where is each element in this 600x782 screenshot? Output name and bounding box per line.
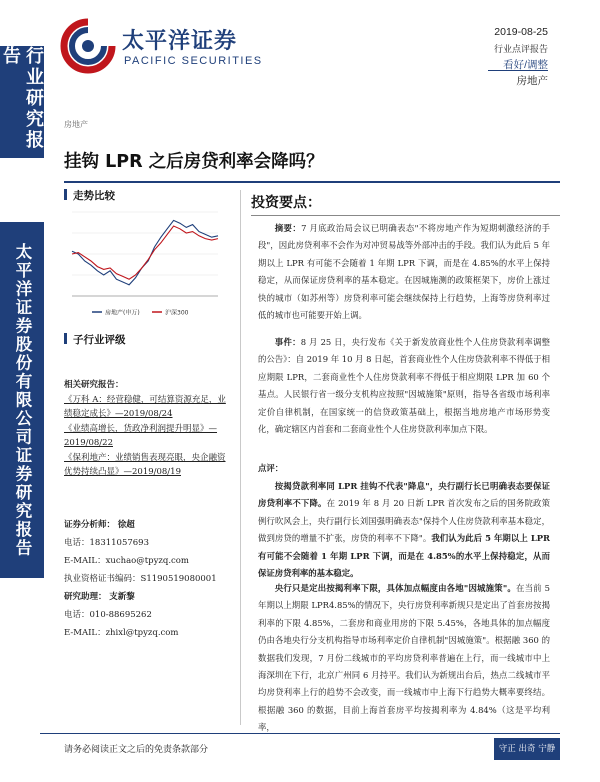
analyst-license: 执业资格证书编码：S1190519080001 (64, 574, 217, 584)
breadcrumb: 房地产 (64, 120, 88, 129)
event-paragraph (258, 334, 550, 438)
comment-label: 点评： (258, 463, 284, 473)
series-line-2 (72, 226, 218, 279)
assistant-email[interactable]: E-MAIL：zhixl@tpyzq.com (64, 628, 179, 638)
column-divider (240, 190, 241, 725)
analyst-name: 徐超 (117, 520, 135, 530)
report-type: 行业点评报告 (493, 44, 548, 54)
key-points-rule (251, 215, 560, 216)
assistant-line (64, 588, 232, 606)
assistant-phone: 电话：010-88695262 (64, 610, 152, 620)
legend-label-2: 沪深300 (165, 309, 189, 317)
sub-rating-heading-label: 子行业评级 (73, 334, 126, 346)
company-logo (58, 16, 268, 76)
analyst-email[interactable]: E-MAIL：xuchao@tpyzq.com (64, 556, 189, 566)
sidebar (0, 0, 44, 776)
heading-bar-icon (64, 333, 67, 344)
footer-disclaimer: 请务必阅读正文之后的免责条款部分 (64, 745, 209, 755)
summary-label: 摘要： (274, 223, 302, 233)
logo-name-cn: 太平洋证券 (122, 29, 238, 54)
sub-rating-heading (64, 332, 126, 347)
lpr-text: 在当前 5 年期以上期限 LPR4.85%的情况下，央行房贷利率新规只是定出了首套房按揭利率的下限 4.85%，二套房和商业用房的下限 5.45%，各地具体的加点幅度仍由各地央行分支机构指导市场利率定价自律机制"因城施策"。根据融 360 的数据我们发现，7 月份二线城市的平均房贷利率普遍在上行，而一线城市中上海深圳在下行，北京广州同 6 月持平。我们认为新规出台后，热点二线城市平均房贷利率上行的趋势不会改变，而一线城市中上海下行趋势大概率要终结。根据融 360 的数据，目前上海首套房平均按揭利率为 4.84%（这是平均利率， (258, 583, 550, 733)
footer-rule (40, 733, 560, 734)
trend-heading-label: 走势比较 (73, 190, 115, 202)
related-report-2[interactable]: 《业绩高增长，货政净利润提升明显》—2019/08/22 (64, 423, 218, 448)
related-heading: 相关研究报告： (64, 380, 124, 390)
comment-paragraph (258, 478, 550, 582)
heading-bar-icon (64, 189, 67, 200)
trend-chart (64, 206, 224, 324)
key-points-heading: 投资要点： (251, 195, 321, 211)
summary-text: 7 月底政治局会议已明确表态"不将房地产作为短期刺激经济的手段"，因此房贷利率不会作为对冲贸易战等外部冲击的手段。我们认为此后 5 年期以上 LPR 有可能不会随着 1 年期 LPR 下调，而是在 4.85%的水平上保持稳定，从而保证房贷利率的基本稳定。在因城施测的政策框架下，房价上涨过快的城市（如苏州等）房贷利率可能会继续保持上行趋势，上海等房贷利率过低的城市也可能要开始上调。 (258, 223, 550, 321)
trend-heading (64, 188, 115, 203)
comment-bold-1: 按揭贷款利率同 LPR 挂钩不代表"降息"，央行副行长已明确表态要保证房贷利率不下降。 (258, 481, 550, 509)
related-report-1[interactable]: 《万科 A：经营稳健，可结算资源充足，业绩稳定成长》—2019/08/24 (64, 394, 226, 419)
event-label: 事件： (274, 337, 301, 347)
lpr-paragraph (258, 580, 550, 737)
analyst-phone: 电话：18311057693 (64, 538, 149, 548)
industry-sector: 房地产 (516, 75, 548, 87)
sidebar-report-category: 行业研究报告 (0, 46, 44, 158)
logo-name-en: PACIFIC SECURITIES (124, 55, 263, 67)
comment-text-1: 在 2019 年 8 月 20 日新 LPR 首次发布之后的国务院政策例行吹风会上，央行副行长刘国强明确表态"保持个人住房贷款利率基本稳定，做到房贷的增量不扩张，房贷的利率不下降"。 (258, 498, 550, 544)
report-date: 2019-08-25 (494, 26, 548, 38)
summary-paragraph (258, 220, 550, 324)
comment-bold-2: 我们认为此后 5 年期以上 LPR 有可能不会随着 1 年期 LPR 下调，而是在 4.85%的水平上保持稳定，从而保证房贷利率的基本稳定。 (258, 533, 550, 579)
lpr-bold: 央行只是定出按揭利率下限，具体加点幅度由各地"因城施策"。 (274, 583, 516, 593)
analyst-line (64, 516, 232, 534)
title-divider (64, 181, 560, 183)
assistant-name: 支新黎 (109, 592, 135, 602)
logo-emblem-icon (58, 16, 118, 76)
event-text: 8 月 25 日，央行发布《关于新发放商业性个人住房贷款利率调整的公告》：自 2019 年 10 月 8 日起，首套商业性个人住房贷款利率不得低于相应期限 LPR，二套商业性个人住房贷款利率不得低于相应期限 LPR 加 60 个基点。人民银行省一级分支机构应按照"因城施策"原则，指导各省级市场利率定价自律机制，在国家统一的信贷政策基础上，根据当地房地产市场形势变化，确定辖区内首套和二套商业性个人住房贷款利率加点下限。 (258, 337, 550, 435)
related-reports (64, 378, 232, 480)
related-report-3[interactable]: 《保利地产：业绩销售表现亮眼，央企融资优势持续凸显》—2019/08/19 (64, 452, 226, 477)
footer-motto: 守正 出奇 宁静 致远 (494, 738, 560, 760)
page-title: 挂钩 LPR 之后房贷利率会降吗？ (64, 152, 324, 172)
industry-rating: 看好/调整 (503, 59, 548, 71)
analyst-info (64, 516, 232, 642)
analyst-label: 证券分析师： (64, 520, 116, 530)
legend-label-1: 房地产(申万) (105, 309, 140, 317)
assistant-label: 研究助理： (64, 592, 107, 602)
sidebar-company-label: 太平洋证券股份有限公司证券研究报告 (0, 222, 44, 578)
